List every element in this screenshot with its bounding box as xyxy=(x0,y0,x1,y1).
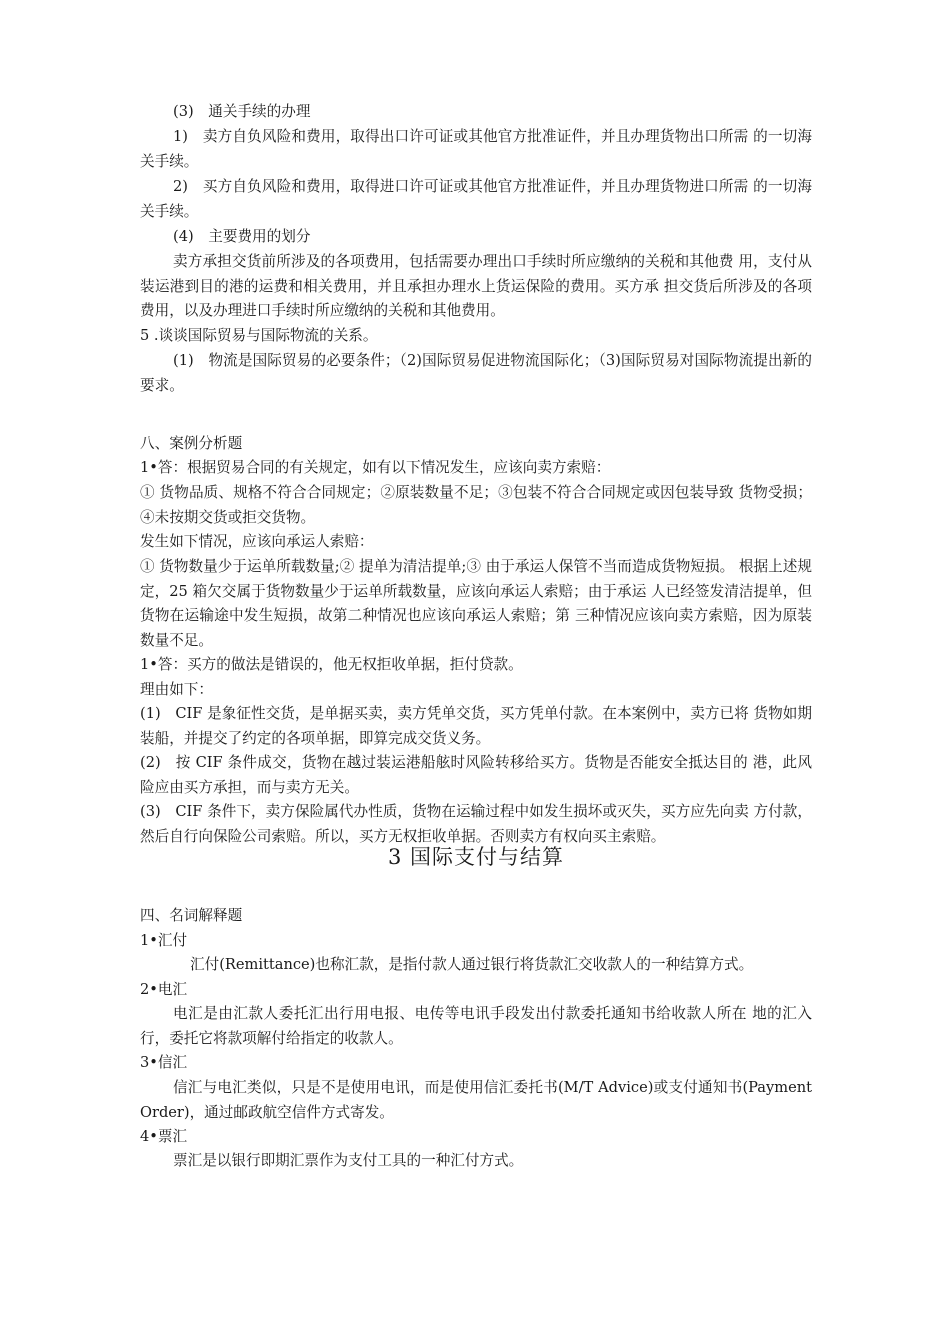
term-definition: 信汇与电汇类似，只是不是使用电讯，而是使用信汇委托书(M/T Advice)或支付通知书(Payment Order)，通过邮政航空信件方式寄发。 xyxy=(140,1079,812,1121)
paragraph: 2) 买方自负风险和费用，取得进口许可证或其他官方批准证件，并且办理货物进口所需 的一切海关手续。 xyxy=(140,178,812,220)
term-definition: 汇付(Remittance)也称汇款，是指付款人通过银行将货款汇交收款人的一种结算方式。 xyxy=(190,956,754,973)
paragraph: ① 货物数量少于运单所载数量;② 提单为清洁提单;③ 由于承运人保管不当而造成货物短损。 根据上述规定，25 箱欠交属于货物数量少于运单所载数量，应该向承运人索赔；由于承运 人已经签发清洁提单，但货物在运输途中发生短损，故第二种情况也应该向承运人索赔；第 三种情况应该向卖方索赔，因为原装数量不足。 xyxy=(140,558,812,649)
term-label: 4•票汇 xyxy=(140,1128,188,1145)
paragraph: (3) CIF 条件下，卖方保险属代办性质，货物在运输过程中如发生损坏或灭失，买方应先向卖 方付款，然后自行向保险公司索赔。所以，买方无权拒收单据。否则卖方有权向买主索赔。 xyxy=(140,803,812,845)
term-definition: 电汇是由汇款人委托汇出行用电报、电传等电讯手段发出付款委托通知书给收款人所在 地的汇入行，委托它将款项解付给指定的收款人。 xyxy=(140,1005,812,1047)
question: 5 .谈谈国际贸易与国际物流的关系。 xyxy=(140,327,378,344)
paragraph: 1) 卖方自负风险和费用，取得出口许可证或其他官方批准证件，并且办理货物出口所需 的一切海关手续。 xyxy=(140,128,812,170)
section-heading: 八、案例分析题 xyxy=(140,435,243,452)
section-heading: (3) 通关手续的办理 xyxy=(173,103,311,120)
paragraph: (1) 物流是国际贸易的必要条件；（2)国际贸易促进物流国际化；（3)国际贸易对国际物流提出新的要求。 xyxy=(140,352,812,394)
term-label: 3•信汇 xyxy=(140,1054,188,1071)
paragraph: 卖方承担交货前所涉及的各项费用，包括需要办理出口手续时所应缴纳的关税和其他费 用，支付从装运港到目的港的运费和相关费用，并且承担办理水上货运保险的费用。买方承 担交货后所涉及的各项费用，以及办理进口手续时所应缴纳的关税和其他费用。 xyxy=(140,253,812,320)
term-label: 1•汇付 xyxy=(140,932,188,949)
paragraph: 发生如下情况，应该向承运人索赔： xyxy=(140,533,374,550)
paragraph: (2) 按 CIF 条件成交，货物在越过装运港船舷时风险转移给买方。货物是否能安全抵达目的 港，此风险应由买方承担，而与卖方无关。 xyxy=(140,754,812,796)
chapter-title: 3 国际支付与结算 xyxy=(387,845,565,869)
section-heading: (4) 主要费用的划分 xyxy=(173,228,311,245)
term-definition: 票汇是以银行即期汇票作为支付工具的一种汇付方式。 xyxy=(173,1152,524,1169)
section-heading: 四、名词解释题 xyxy=(140,907,243,924)
answer: 1•答：买方的做法是错误的，他无权拒收单据，拒付贷款。 xyxy=(140,656,523,673)
answer: 1•答：根据贸易合同的有关规定，如有以下情况发生，应该向卖方索赔： xyxy=(140,459,611,476)
paragraph: ① 货物品质、规格不符合合同规定；②原装数量不足；③包装不符合合同规定或因包装导致 货物受损；④未按期交货或拒交货物。 xyxy=(140,484,812,526)
paragraph: 理由如下： xyxy=(140,681,213,698)
term-label: 2•电汇 xyxy=(140,981,188,998)
paragraph: (1) CIF 是象征性交货，是单据买卖，卖方凭单交货，买方凭单付款。在本案例中，卖方已将 货物如期装船，并提交了约定的各项单据，即算完成交货义务。 xyxy=(140,705,812,747)
